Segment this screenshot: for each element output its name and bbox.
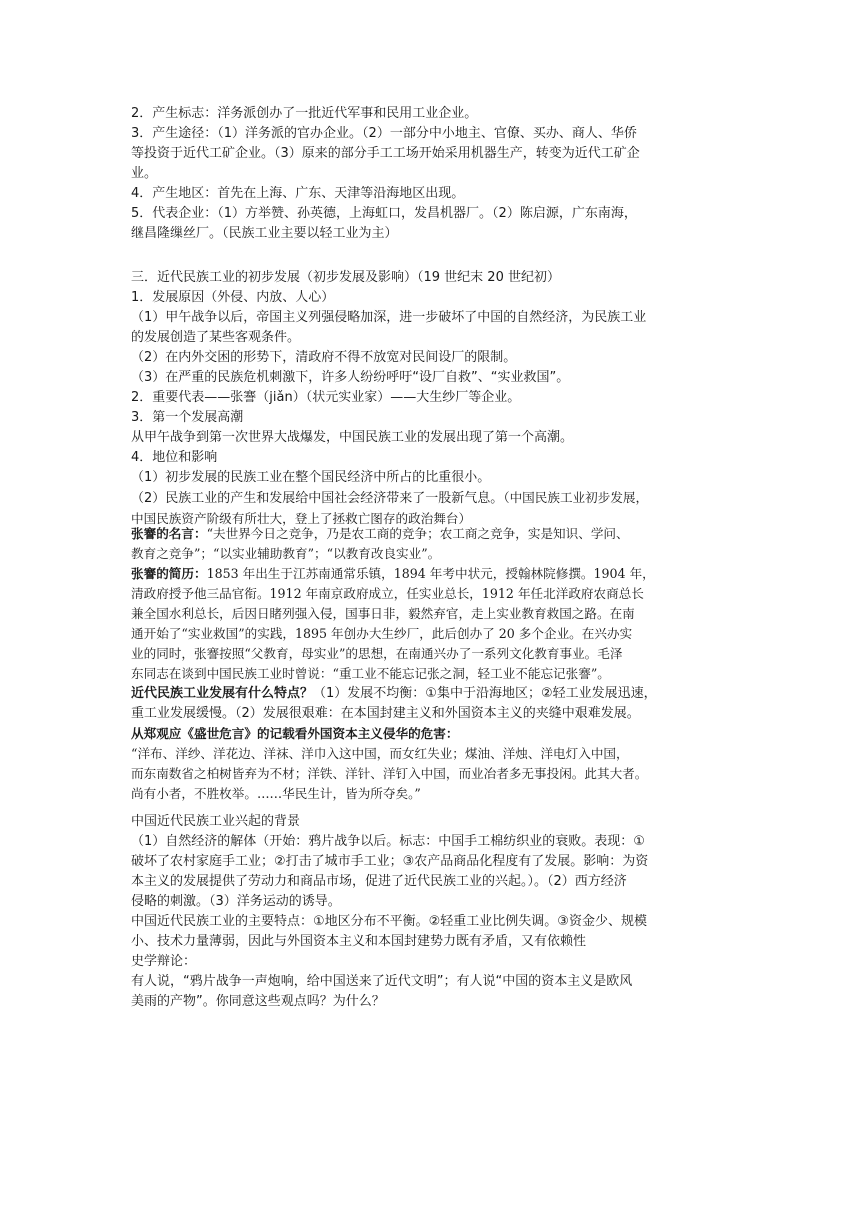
text-line: （1）甲午战争以后，帝国主义列强侵略加深，进一步破坏了中国的自然经济，为民族工业 <box>131 310 647 325</box>
text-line: 5．代表企业：（1）方举赞、孙英德，上海虹口，发昌机器厂。（2）陈启源，广东南海， <box>131 206 637 221</box>
section-heading: 三．近代民族工业的初步发展（初步发展及影响）（19 世纪末 20 世纪初） <box>131 270 560 285</box>
text-line: 4．产生地区：首先在上海、广东、天津等沿海地区出现。 <box>131 186 465 201</box>
text-line: 破坏了农村家庭手工业；②打击了城市手工业；③农产品商品化程度有了发展。影响：为资 <box>131 854 649 869</box>
section-background <box>131 812 735 1012</box>
zheng-quote-line: “洋布、洋纱、洋花边、洋袜、洋巾入这中国，而女红失业；煤油、洋烛、洋电灯入中国， <box>131 746 629 761</box>
text-line: 3．第一个发展高潮 <box>131 410 244 425</box>
text-line <box>131 488 735 509</box>
quote-heading: 张謇的名言： <box>131 526 207 541</box>
text-line: 有人说，“鸦片战争一声炮响，给中国送来了近代文明”；有人说“中国的资本主义是欧风 <box>131 974 633 989</box>
text-line: （1）初步发展的民族工业在整个国民经济中所占的比重很小。 <box>131 470 491 485</box>
feature-line <box>131 684 735 704</box>
text-line: 从甲午战争到第一次世界大战爆发，中国民族工业的发展出现了第一个高潮。 <box>131 430 574 445</box>
text-line: （2）在内外交困的形势下，清政府不得不放宽对民间设厂的限制。 <box>131 350 517 365</box>
text-run: （1）发展不均衡：①集中于沿海地区；②轻工业发展迅速， <box>313 686 657 701</box>
text-line: 等投资于近代工矿企业。（3）原来的部分手工工场开始采用机器生产，转变为近代工矿企 <box>131 146 640 161</box>
text-line: 史学辩论： <box>131 954 197 969</box>
bio-line: 清政府授予他三品官衔。1912 年南京政府成立，任实业总长，1912 年任北洋政府农商总长 <box>131 586 644 601</box>
text-line: 本主义的发展提供了劳动力和商品市场，促进了近代民族工业的兴起。）。（2）西方经济 <box>131 874 627 889</box>
zheng-heading: 从郑观应《盛世危言》的记载看外国资本主义侵华的危害： <box>131 726 459 741</box>
section-zhang-jian <box>131 524 735 804</box>
bio-line: 东同志在谈到中国民族工业时曾说：“重工业不能忘记张之洞，轻工业不能忘记张謇”。 <box>131 666 610 681</box>
bio-line: 通开始了“实业救国”的实践，1895 年创办大生纱厂，此后创办了 20 多个企业。在兴办实 <box>131 626 633 641</box>
text-line: 侵略的刺激。（3）洋务运动的诱导。 <box>131 894 341 909</box>
text-line: （3）在严重的民族危机刺激下，许多人纷纷呼吁“设厂自救”、“实业救国”。 <box>131 370 570 385</box>
text-line: 业。 <box>131 166 158 181</box>
text-line: 的发展创造了某些客观条件。 <box>131 330 301 345</box>
text-run: “夫世界今日之竞争，乃是农工商的竞争；农工商之竞争，实是知识、学问、 <box>206 526 629 541</box>
text-line: （1）自然经济的解体（开始：鸦片战争以后。标志：中国手工棉纺织业的衰败。表现：① <box>131 834 645 849</box>
feature-heading: 近代民族工业发展有什么特点？ <box>131 686 314 701</box>
text-line: 小、技术力量薄弱，因此与外国资本主义和本国封建势力既有矛盾，又有依赖性 <box>131 934 587 949</box>
section-heading: 中国近代民族工业兴起的背景 <box>131 814 301 829</box>
bio-heading: 张謇的简历： <box>131 566 207 581</box>
text-line: 继昌隆缫丝厂。（民族工业主要以轻工业为主） <box>131 226 398 241</box>
text-line: 4．地位和影响 <box>131 450 218 465</box>
text-line: 3．产生途径：（1）洋务派的官办企业。（2）一部分中小地主、官僚、买办、商人、华侨 <box>131 126 637 141</box>
text-line: 2．重要代表——张謇（jiǎn）（状元实业家）——大生纱厂等企业。 <box>131 390 521 405</box>
feature-line: 重工业发展缓慢。（2）发展很艰难：在本国封建主义和外国资本主义的夹缝中艰难发展。 <box>131 706 640 721</box>
quote-line: 教育之竞争”；“以实业辅助教育”；“以教育改良实业”。 <box>131 546 441 561</box>
bio-line: 业的同时，张謇按照“父教育，母实业”的思想，在南通兴办了一系列文化教育事业。毛泽 <box>131 646 623 661</box>
text-line: 2．产生标志：洋务派创办了一批近代军事和民用工业企业。 <box>131 106 478 121</box>
commentary-note: （中国民族工业初步发展， <box>503 490 649 505</box>
section-origin-details <box>131 104 735 244</box>
bio-line: 兼全国水利总长，后因日睹列强入侵，国事日非，毅然弃官，走上实业教育救国之路。在南 <box>131 606 635 621</box>
zheng-quote-line: 尚有小者，不胜枚举。……华民生计，皆为所夺矣。” <box>131 786 421 801</box>
zheng-quote-line: 而东南数省之柏树皆弃为不材；洋铁、洋针、洋钉入中国，而业冶者多无事投闲。此其大者。 <box>131 766 648 781</box>
bio-line <box>131 564 735 584</box>
section-initial-development <box>131 268 735 529</box>
text-line: 1．发展原因（外侵、内放、人心） <box>131 290 335 305</box>
commentary-note: 中国民族资产阶级有所壮大，登上了拯救亡图存的政治舞台） <box>131 511 472 526</box>
text-run: 1853 年出生于江苏南通常乐镇，1894 年考中状元，授翰林院修撰。1904 年， <box>206 566 655 581</box>
quote-line <box>131 524 735 544</box>
text-line: 美雨的产物”。你同意这些观点吗？为什么？ <box>131 994 385 1009</box>
text-line: 中国近代民族工业的主要特点：①地区分布不平衡。②轻重工业比例失调。③资金少、规模 <box>131 914 647 929</box>
text-run: （2）民族工业的产生和发展给中国社会经济带来了一股新气息。 <box>131 491 504 506</box>
